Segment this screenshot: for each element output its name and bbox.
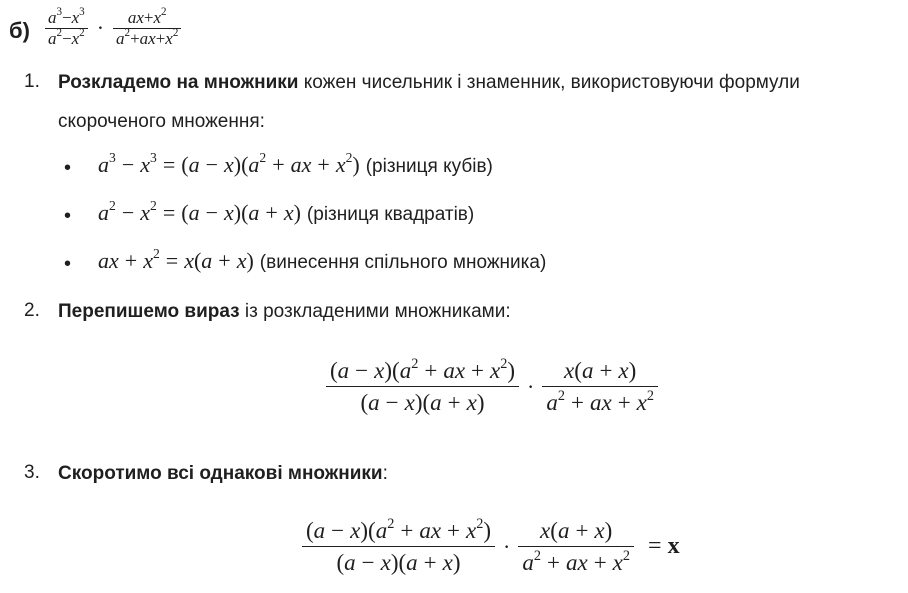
step-number-2: 2. <box>24 300 40 321</box>
display-fraction-4: $\frac{x(a + x)}{a^2 + ax + x^2}$ <box>518 515 634 578</box>
step-3-bold: Скоротимо всі однакові множники <box>58 463 383 484</box>
formula-difference-of-cubes: $a^3 - x^3 = (a - x)(a^2$ + ax + $x^2$) <box>98 150 360 177</box>
display-fraction-2: $\frac{x(a + x)}{a^2 + ax + x^2}$ <box>542 355 658 418</box>
step-number-3: 3. <box>24 462 40 483</box>
bullet-marker: • <box>64 253 72 275</box>
result-value: x <box>667 533 680 560</box>
step-1-bold: Розкладемо на множники <box>58 72 299 93</box>
problem-fraction-2: $\frac{ax+x^2}{a^2+ax+x^2}$ <box>113 8 181 48</box>
step-2-rest: із розкладеними множниками: <box>239 301 511 322</box>
step-1-text-line2: скороченого множення: <box>58 111 265 132</box>
equals-result: = x <box>648 533 680 560</box>
bullet-marker: • <box>64 205 72 227</box>
rewritten-expression: $\frac{(a - x)(a^2 + ax + x^2)}{(a - x)(a + x)}$ · $\frac{x(a + x)}{a^2 + ax + x^2}$ <box>326 355 658 418</box>
problem-expression: $\frac{a^3-x^3}{a^2-x^2}$ · $\frac{ax+x^2}{a^2+ax+x^2}$ <box>45 8 181 48</box>
bullet-marker: • <box>64 157 72 179</box>
display-fraction-3: $\frac{(a - x)(a^2 + ax + x^2)}{(a - x)(a + x)}$ <box>302 515 495 578</box>
bullet-3-note: (винесення спільного множника) <box>259 252 547 273</box>
problem-fraction-1: $\frac{a^3-x^3}{a^2-x^2}$ <box>45 8 88 48</box>
simplified-expression: $\frac{(a - x)(a^2 + ax + x^2)}{(a - x)(a + x)}$ · $\frac{x(a + x)}{a^2 + ax + x^2}$ = x <box>302 515 680 578</box>
step-3-text <box>58 460 388 489</box>
bullet-item-1 <box>98 152 493 178</box>
step-3-rest: : <box>382 463 388 484</box>
bullet-1-note: (різниця кубів) <box>365 156 493 177</box>
problem-label: б) <box>9 18 30 43</box>
step-1-text <box>58 69 903 98</box>
display-fraction-1: $\frac{(a - x)(a^2 + ax + x^2)}{(a - x)(a + x)}$ <box>326 355 519 418</box>
formula-difference-of-squares: $a^2 - x^2 = (a - x)(a + x)$ <box>98 198 301 225</box>
bullet-item-2 <box>98 200 474 226</box>
step-number-1: 1. <box>24 71 40 92</box>
bullet-2-note: (різниця квадратів) <box>306 204 475 225</box>
formula-common-factor: ax + $x^2 = x(a + x)$ <box>98 246 254 273</box>
step-1-rest: кожен чисельник і знаменник, використовуючи формули <box>298 72 800 93</box>
step-2-text <box>58 298 511 327</box>
bullet-item-3 <box>98 248 546 274</box>
step-2-bold: Перепишемо вираз <box>58 301 240 322</box>
